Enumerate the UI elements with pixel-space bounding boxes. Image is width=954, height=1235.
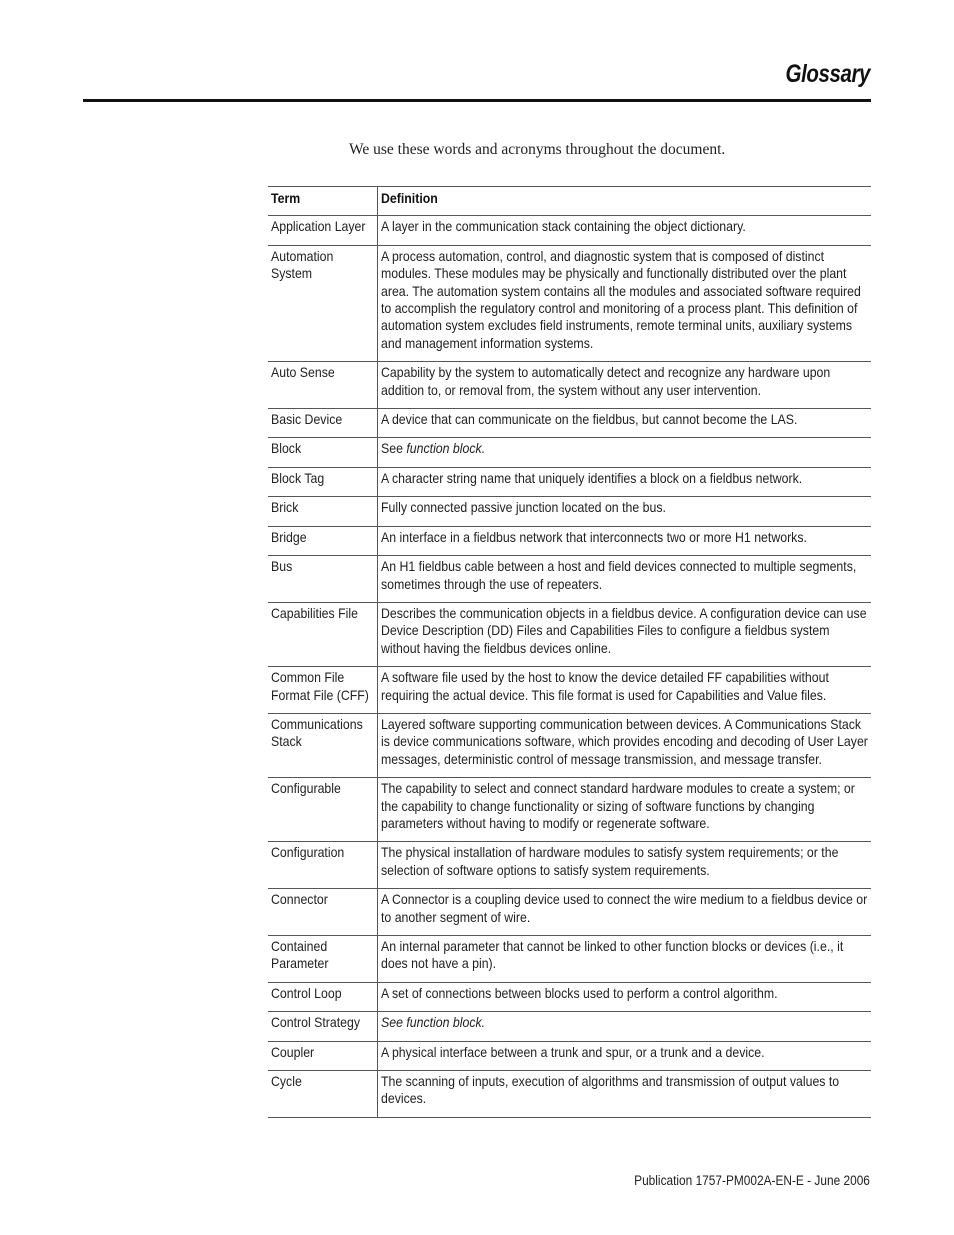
intro-text: We use these words and acronyms throughout the document.	[349, 141, 726, 158]
term-text: Block	[271, 440, 302, 457]
table-row	[268, 556, 871, 603]
term-text: Brick	[271, 499, 299, 516]
definition-cell	[377, 1071, 871, 1118]
term-text: Contained Parameter	[271, 938, 329, 972]
definition-cell	[377, 245, 871, 361]
definition-text: Describes the communication objects in a fieldbus device. A configuration device can use Device Description (DD) Files and Capabilities Files to configure a fieldbus system without having the fieldbus devices online.	[380, 604, 867, 656]
definition-cell	[377, 982, 871, 1011]
term-cell	[268, 497, 377, 526]
table-row	[268, 409, 871, 438]
definition-text: An interface in a fieldbus network that interconnects two or more H1 networks.	[380, 528, 807, 545]
definition-text: A device that can communicate on the fieldbus, but cannot become the LAS.	[380, 411, 797, 428]
definition-cell	[377, 216, 871, 245]
definition-cell	[377, 556, 871, 603]
definition-cell	[377, 667, 871, 714]
table-row	[268, 526, 871, 555]
definition-cell	[377, 713, 871, 777]
term-cell	[268, 602, 377, 666]
definition-cell	[377, 602, 871, 666]
publication-footer: Publication 1757-PM002A-EN-E - June 2006	[634, 1173, 870, 1188]
table-row	[268, 936, 871, 983]
definition-cell	[377, 1041, 871, 1070]
term-cell	[268, 667, 377, 714]
term-text: Connector	[271, 891, 328, 908]
header-term: Term	[268, 187, 377, 216]
term-cell	[268, 245, 377, 361]
table-row	[268, 362, 871, 409]
table-row	[268, 602, 871, 666]
definition-cell	[377, 778, 871, 842]
definition-cell	[377, 467, 871, 496]
term-cell	[268, 362, 377, 409]
definition-cell	[377, 438, 871, 467]
term-text: Automation System	[271, 247, 334, 282]
term-cell	[268, 713, 377, 777]
table-row	[268, 842, 871, 889]
table-row	[268, 667, 871, 714]
term-cell	[268, 889, 377, 936]
table-row	[268, 438, 871, 467]
term-cell	[268, 556, 377, 603]
definition-text: Fully connected passive junction located on the bus.	[380, 499, 666, 516]
term-text: Application Layer	[271, 218, 366, 235]
term-cell	[268, 216, 377, 245]
definition-text: A Connector is a coupling device used to connect the wire medium to a fieldbus device or to another segment of wire.	[380, 891, 867, 925]
term-cell	[268, 467, 377, 496]
table-row	[268, 713, 871, 777]
term-text: Basic Device	[271, 411, 343, 428]
definition-prefix: See	[380, 440, 406, 457]
definition-text: Capability by the system to automatically detect and recognize any hardware upon addition to, or removal from, the system without any user intervention.	[380, 364, 830, 398]
definition-text	[381, 440, 868, 457]
definition-text	[381, 1014, 868, 1031]
term-text: Coupler	[271, 1043, 315, 1060]
term-cell	[268, 936, 377, 983]
term-cell	[268, 526, 377, 555]
definition-text: An H1 fieldbus cable between a host and field devices connected to multiple segments, sometimes through the use of repeaters.	[380, 558, 856, 592]
definition-cell	[377, 497, 871, 526]
definition-text: Layered software supporting communication between devices. A Communications Stack is device communications software, which provides encoding and decoding of User Layer messages, deterministic control of message transmission, and message transfer.	[380, 715, 868, 767]
definition-cell	[377, 1012, 871, 1041]
term-text: Bus	[271, 558, 293, 575]
term-text: Bridge	[271, 528, 307, 545]
definition-text: A physical interface between a trunk and spur, or a trunk and a device.	[380, 1043, 765, 1060]
definition-cell	[377, 936, 871, 983]
term-cell	[268, 842, 377, 889]
page-title: Glossary	[785, 60, 870, 88]
table-row	[268, 467, 871, 496]
table-row	[268, 778, 871, 842]
table-row	[268, 982, 871, 1011]
table-row	[268, 1041, 871, 1070]
definition-text: A software file used by the host to know the device detailed FF capabilities without requiring the actual device. This file format is used for Capabilities and Value files.	[380, 669, 829, 703]
term-text: Block Tag	[271, 469, 325, 486]
term-cell	[268, 1071, 377, 1118]
table-row	[268, 1012, 871, 1041]
term-text: Common File Format File (CFF)	[271, 669, 369, 703]
definition-cell	[377, 409, 871, 438]
term-text: Control Loop	[271, 984, 342, 1001]
definition-text: The physical installation of hardware modules to satisfy system requirements; or the selection of software options to satisfy system requirements.	[380, 844, 838, 878]
table-row	[268, 889, 871, 936]
table-row	[268, 245, 871, 361]
term-text: Control Strategy	[271, 1014, 361, 1031]
term-text: Cycle	[271, 1073, 302, 1090]
definition-text: An internal parameter that cannot be linked to other function blocks or devices (i.e., it does not have a pin).	[380, 938, 843, 972]
definition-text: The capability to select and connect standard hardware modules to create a system; or the capability to change functionality or sizing of software functions by changing parameters without having to modify or regenerate software.	[380, 780, 855, 831]
term-cell	[268, 982, 377, 1011]
term-cell	[268, 438, 377, 467]
glossary-body	[268, 216, 871, 1117]
term-cell	[268, 409, 377, 438]
glossary-table	[268, 186, 871, 1118]
header-definition: Definition	[377, 187, 871, 216]
table-header-row	[268, 187, 871, 216]
term-cell	[268, 778, 377, 842]
definition-cell	[377, 842, 871, 889]
definition-italic: See function block.	[380, 1014, 485, 1031]
term-text: Configuration	[271, 844, 345, 861]
definition-text: The scanning of inputs, execution of algorithms and transmission of output values to devices.	[380, 1073, 839, 1107]
definition-text: A layer in the communication stack containing the object dictionary.	[380, 218, 746, 235]
table-row	[268, 497, 871, 526]
term-text: Communications Stack	[271, 715, 363, 750]
term-text: Auto Sense	[271, 364, 335, 381]
table-row	[268, 216, 871, 245]
definition-cell	[377, 889, 871, 936]
term-text: Configurable	[271, 780, 341, 797]
definition-cell	[377, 526, 871, 555]
definition-text: A process automation, control, and diagnostic system that is composed of distinct modules. These modules may be physically and functionally distributed over the plant area. The automation system contains all the modules and associated software required to accomplish the regulatory control and monitoring of a process plant. This definition of automation system excludes field instruments, remote terminal units, auxiliary systems and management information systems.	[380, 247, 861, 351]
title-rule	[83, 99, 871, 102]
table-row	[268, 1071, 871, 1118]
definition-text: A set of connections between blocks used to perform a control algorithm.	[380, 984, 778, 1001]
term-cell	[268, 1012, 377, 1041]
definition-italic: function block.	[405, 440, 485, 457]
term-cell	[268, 1041, 377, 1070]
definition-cell	[377, 362, 871, 409]
definition-text: A character string name that uniquely identifies a block on a fieldbus network.	[380, 469, 802, 486]
term-text: Capabilities File	[271, 604, 358, 621]
